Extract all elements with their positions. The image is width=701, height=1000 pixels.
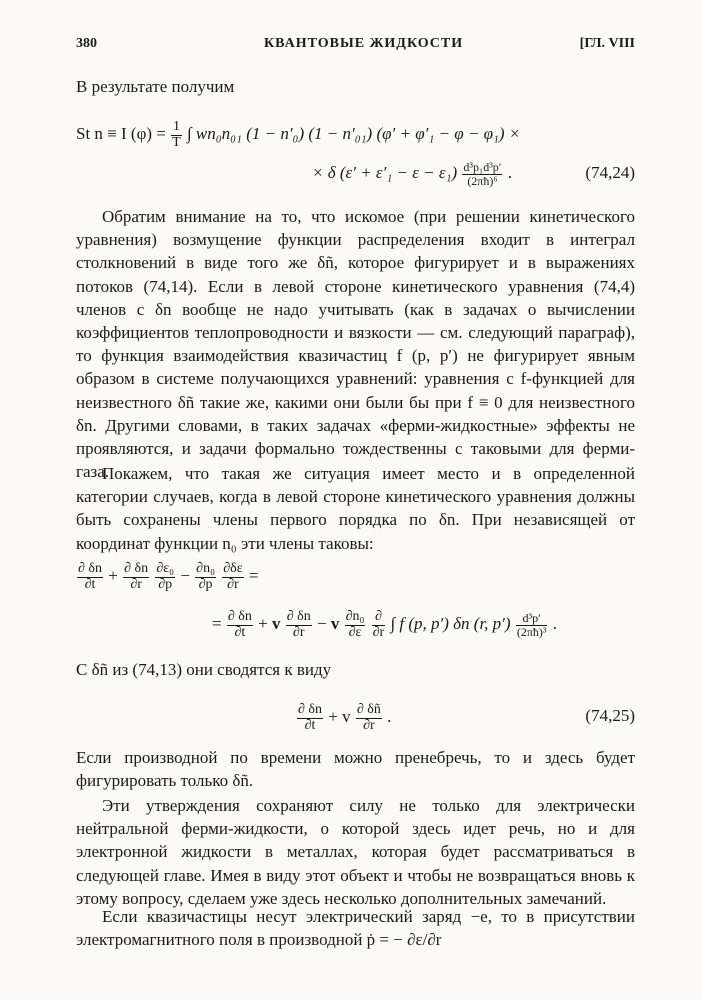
eq-body-line2: × δ (ε′ + ε′₁ − ε − ε₁) <box>312 163 458 182</box>
one-over-T: $\frac{1}{T}$ <box>172 119 181 150</box>
intro-text: В результате получим <box>76 77 235 96</box>
eq-number-74-24: (74,24) <box>585 163 635 182</box>
intro-text-2: С δñ из (74,13) они сводятся к виду <box>76 660 332 679</box>
eq-lhs: St n ≡ I (φ) = <box>76 124 166 144</box>
paragraph-2: Покажем, что такая же ситуация имеет место и в определенной категории случаев, когда в левой стороне кинетического уравнения должны быть сохранены члены первого порядка по δn. При независящей от координат функции n₀ эти члены таковы: <box>76 464 635 553</box>
page-number: 380 <box>76 36 97 51</box>
eq-number-74-25: (74,25) <box>585 706 635 725</box>
running-title: КВАНТОВЫЕ ЖИДКОСТИ <box>264 36 464 51</box>
paragraph-4: Эти утверждения сохраняют силу не только для электрически нейтральной ферми-жидкости, о которой здесь идет речь, но и для электронной жидкости в металлах, которая будет рассматриваться в следующей главе. Имея в виду этот объект и чтобы не возвращаться вновь к этому вопросу, сделаем уже здесь несколько дополнительных замечаний. <box>76 796 635 908</box>
eq-body-line1: ∫ wn₀n₀₁ (1 − n′₀) (1 − n′₀₁) (φ′ + φ′₁ − φ − φ₁) × <box>186 124 521 144</box>
eq-measure: $\frac{\text{d³p₁d³p′}}{\text{(2πħ)⁶}}$ <box>463 160 502 188</box>
paragraph-1: Обратим внимание на то, что искомое (при решении кинетического уравнения) возмущение функции распределения входит в интеграл столкновений в виде того же δñ, которое фигурирует и в выражениях потоков (74,14). Если в левой стороне кинетического уравнения (74,4) членов с δn вообще не надо учитывать (как в задачах о вычислении коэффициентов теплопроводности и вязкости — см. следующий параграф), то функция взаимодействия квазичастиц f (p, p′) не фигурирует явным образом в системе получающихся уравнений: уравнения с f-функцией для неизвестного δñ такие же, какими они были бы при f ≡ 0 для неизвестного δn. Другими словами, в таких задачах «ферми-жидкостные» эффекты не проявляются, и задачи формально тождественны с таковыми для ферми-газа. <box>76 207 635 482</box>
chapter-label: [ГЛ. VIII <box>579 36 635 51</box>
paragraph-3: Если производной по времени можно пренебречь, то и здесь будет фигурировать только δñ. <box>76 748 635 791</box>
paragraph-5: Если квазичастицы несут электрический заряд −e, то в присутствии электромагнитного поля в производной ṗ = − ∂ε/∂r <box>76 907 635 950</box>
